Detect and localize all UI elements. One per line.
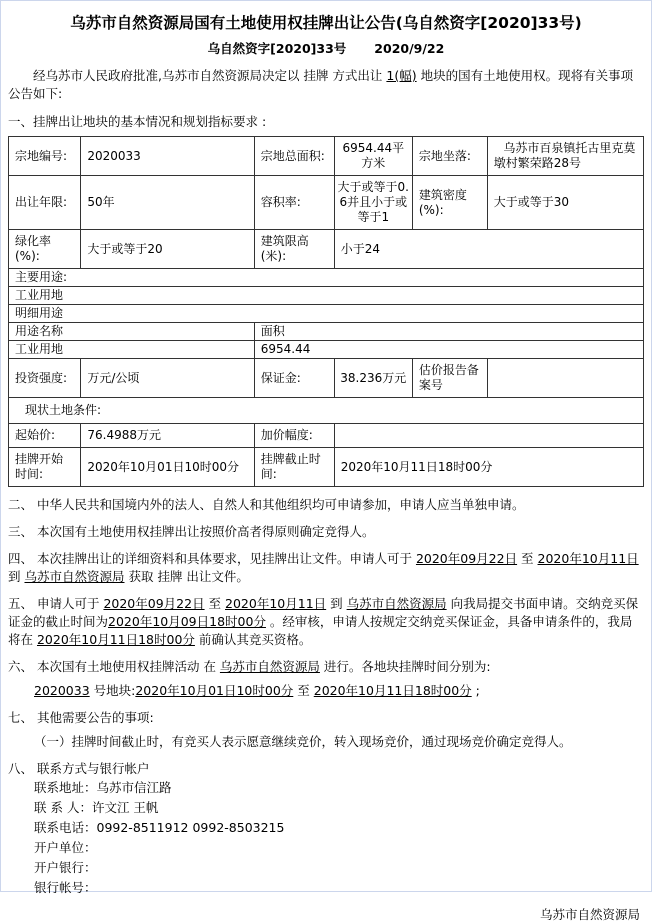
text-run: 联 系 人：许文江 王帆 <box>34 800 159 815</box>
text-run: 二、 中华人民共和国境内外的法人、自然人和其他组织均可申请参加，申请人应当单独申请。 <box>8 497 525 512</box>
underlined-text: 乌苏市自然资源局 <box>219 659 320 674</box>
section-line <box>34 838 644 858</box>
doc-meta <box>8 40 644 57</box>
table-cell: 大于或等于20 <box>81 230 254 269</box>
table-cell: 工业用地 <box>9 341 255 359</box>
section <box>8 550 644 586</box>
table-cell: 38.236万元 <box>334 359 412 398</box>
text-run: 至 <box>293 683 314 698</box>
table-cell: 50年 <box>81 176 254 230</box>
table-row <box>9 137 644 176</box>
table-cell: 6954.44 <box>254 341 643 359</box>
text-run: 前确认其竞买资格。 <box>194 632 312 647</box>
table-cell: 大于或等于30 <box>487 176 643 230</box>
table-cell <box>334 424 643 448</box>
section-line <box>34 682 644 700</box>
table-cell: 76.4988万元 <box>81 424 254 448</box>
text-run: 。经审核，申请人按规定交纳竞买保证金，具备申请条件的，我局将在 <box>8 614 633 647</box>
section-line <box>34 818 644 838</box>
doc-date: 2020/9/22 <box>374 41 445 56</box>
text-run: 三、 本次国有土地使用权挂牌出让按照价高者得原则确定竞得人。 <box>8 524 375 539</box>
table-cell: 容积率: <box>254 176 334 230</box>
table-cell <box>487 359 643 398</box>
table-cell: 现状土地条件: <box>9 398 644 424</box>
text-run: 号地块: <box>89 683 136 698</box>
text-run: 至 <box>517 551 538 566</box>
section-line <box>34 733 644 751</box>
table-row <box>9 305 644 323</box>
section-one-heading: 一、挂牌出让地块的基本情况和规划指标要求 : <box>8 114 267 129</box>
table-row <box>9 269 644 287</box>
section <box>8 760 644 898</box>
table-cell: 2020033 <box>81 137 254 176</box>
underlined-text: 1(幅) <box>386 68 417 83</box>
text-run: 到 <box>326 596 347 611</box>
table-cell: 起始价: <box>9 424 81 448</box>
underlined-text: 2020年10月11日18时00分 <box>36 632 195 647</box>
section-line <box>8 523 644 541</box>
section-line <box>8 709 644 727</box>
underlined-text: 2020年10月11日 <box>537 551 639 566</box>
text-run: （一）挂牌时间截止时，有竞买人表示愿意继续竞价，转入现场竞价，通过现场竞价确定竞得人。 <box>34 734 572 749</box>
sections-container <box>8 496 644 898</box>
page-title: 乌苏市自然资源局国有土地使用权挂牌出让公告(乌自然资字[2020]33号) <box>70 14 582 32</box>
text-run: 联系电话：0992-8511912 0992-8503215 <box>34 820 285 835</box>
table-cell: 宗地坐落: <box>412 137 487 176</box>
table-cell: 加价幅度: <box>254 424 334 448</box>
doc-number: 乌自然资字[2020]33号 <box>207 41 347 56</box>
table-row <box>9 359 644 398</box>
text-run: 五、 申请人可于 <box>8 596 104 611</box>
text-run: 获取 挂牌 出让文件。 <box>124 569 249 584</box>
table-cell: 宗地总面积: <box>254 137 334 176</box>
text-run: 六、 本次国有土地使用权挂牌活动 在 <box>8 659 220 674</box>
underlined-text: 2020年09月22日 <box>103 596 205 611</box>
section-line <box>34 778 644 798</box>
table-row <box>9 323 644 341</box>
intro-paragraph <box>8 67 644 103</box>
text-run: 开户单位： <box>34 840 97 855</box>
table-cell: 明细用途 <box>9 305 644 323</box>
table-cell: 6954.44平方米 <box>334 137 412 176</box>
table-cell: 挂牌截止时间: <box>254 448 334 487</box>
table-cell: 投资强度: <box>9 359 81 398</box>
section <box>8 496 644 514</box>
section-line <box>8 550 644 586</box>
table-row <box>9 230 644 269</box>
table-cell: 建筑密度(%): <box>412 176 487 230</box>
text-run: 地块的国有土地使用权。现将有关事项公告如下: <box>8 68 634 101</box>
section-line <box>34 798 644 818</box>
text-run: 进行。各地块挂牌时间分别为: <box>319 659 491 674</box>
text-run: 联系地址：乌苏市信江路 <box>34 780 172 795</box>
table-cell: 绿化率(%): <box>9 230 81 269</box>
underlined-text: 2020年10月11日18时00分 <box>313 683 472 698</box>
table-row <box>9 424 644 448</box>
table-cell: 宗地编号: <box>9 137 81 176</box>
table-cell: 挂牌开始时间: <box>9 448 81 487</box>
text-run: 七、 其他需要公告的事项: <box>8 710 154 725</box>
table-cell: 主要用途: <box>9 269 644 287</box>
underlined-text: 2020033 <box>34 683 90 698</box>
section <box>8 658 644 700</box>
table-cell: 建筑限高(米): <box>254 230 334 269</box>
table-cell: 2020年10月01日10时00分 <box>81 448 254 487</box>
section-line <box>8 760 644 778</box>
text-run: 到 <box>8 569 25 584</box>
section-line <box>8 496 644 514</box>
table-row <box>9 287 644 305</box>
text-run: 八、 联系方式与银行帐户 <box>8 761 150 776</box>
table-cell: 小于24 <box>334 230 643 269</box>
section-line <box>8 595 644 649</box>
underlined-text: 2020年10月01日10时00分 <box>135 683 294 698</box>
text-run: 向我局提交书面申请。交纳竞买保证金的截止时间为 <box>8 596 639 629</box>
section <box>8 709 644 751</box>
table-row <box>9 448 644 487</box>
table-cell: 面积 <box>254 323 643 341</box>
table-cell: 出让年限: <box>9 176 81 230</box>
text-run: 经乌苏市人民政府批准,乌苏市自然资源局决定以 挂牌 方式出让 <box>33 68 387 83</box>
text-run: 开户银行： <box>34 860 97 875</box>
table-cell: 大于或等于0.6并且小于或等于1 <box>334 176 412 230</box>
underlined-text: 2020年10月09日18时00分 <box>108 614 266 629</box>
underlined-text: 乌苏市自然资源局 <box>346 596 447 611</box>
table-cell: 用途名称 <box>9 323 255 341</box>
section <box>8 523 644 541</box>
table-cell: 工业用地 <box>9 287 644 305</box>
table-cell: 乌苏市百泉镇托古里克莫墩村繁荣路28号 <box>487 137 643 176</box>
underlined-text: 2020年09月22日 <box>415 551 518 566</box>
text-run: 银行帐号： <box>34 880 97 895</box>
land-parcel-table <box>8 136 644 487</box>
table-cell: 保证金: <box>254 359 334 398</box>
table-cell: 2020年10月11日18时00分 <box>334 448 643 487</box>
table-row <box>9 398 644 424</box>
section <box>8 595 644 649</box>
table-cell: 估价报告备案号 <box>412 359 487 398</box>
text-run: ; <box>471 683 480 698</box>
underlined-text: 2020年10月11日 <box>225 596 327 611</box>
section-line <box>34 858 644 878</box>
table-row <box>9 176 644 230</box>
section-line <box>8 658 644 676</box>
section-line <box>34 878 644 898</box>
table-row <box>9 341 644 359</box>
underlined-text: 乌苏市自然资源局 <box>24 569 125 584</box>
signature: 乌苏市自然资源局 <box>539 907 640 922</box>
table-cell: 万元/公顷 <box>81 359 254 398</box>
text-run: 四、 本次挂牌出让的详细资料和具体要求，见挂牌出让文件。申请人可于 <box>8 551 416 566</box>
text-run: 至 <box>204 596 226 611</box>
